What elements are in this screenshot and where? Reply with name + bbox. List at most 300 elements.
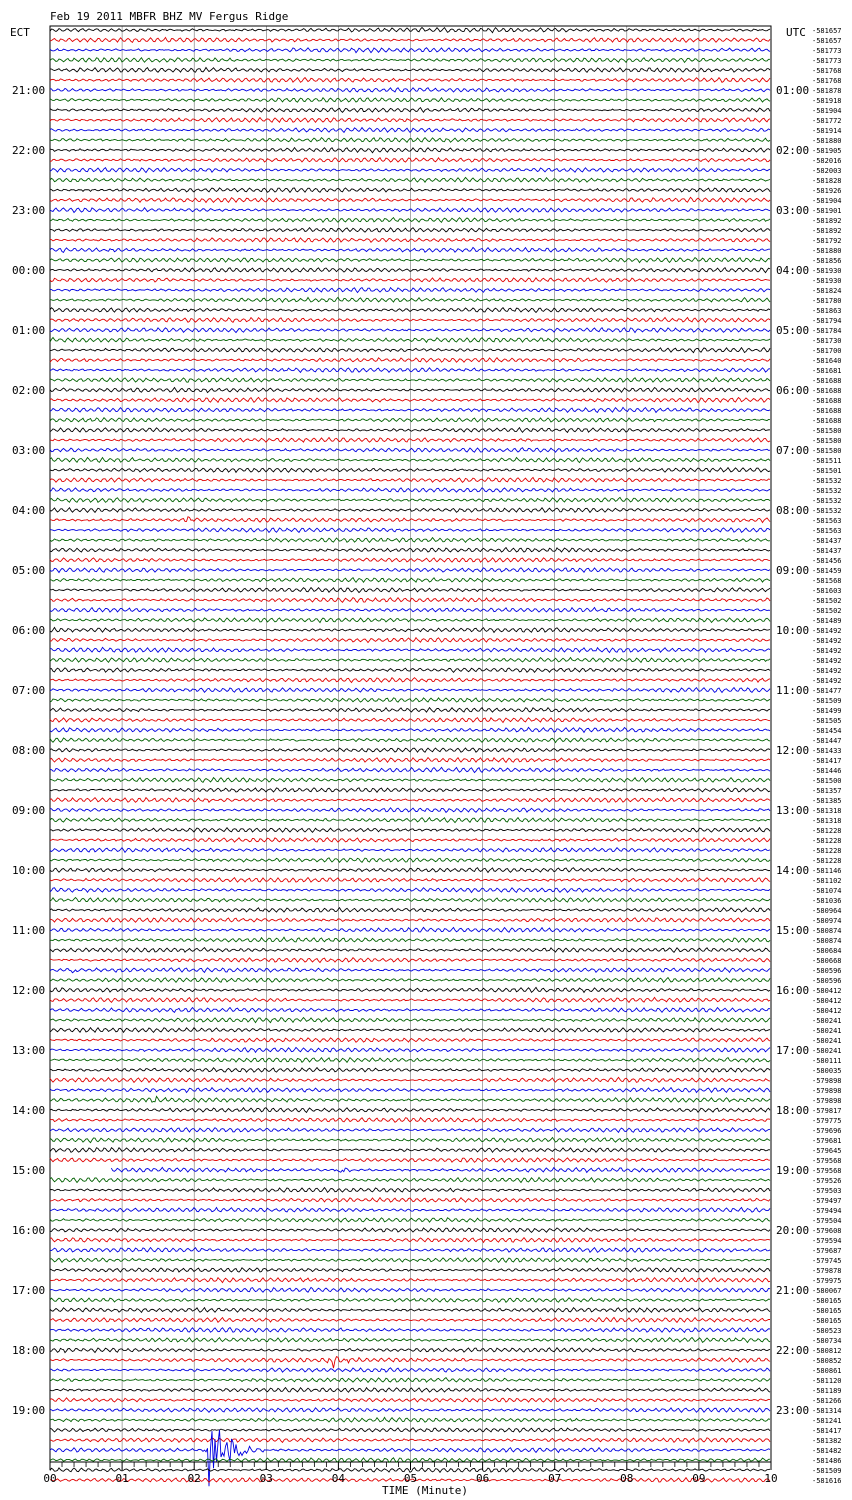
trace-row-68 xyxy=(50,708,770,712)
trace-value-label: -581828 xyxy=(812,177,842,185)
trace-row-81 xyxy=(50,838,770,843)
trace-value-label: -581901 xyxy=(812,207,842,215)
trace-value-label: -581102 xyxy=(812,877,842,885)
trace-value-label: -581120 xyxy=(812,1377,842,1385)
trace-value-label: -581437 xyxy=(812,547,842,555)
trace-row-96 xyxy=(50,987,770,992)
trace-row-87 xyxy=(50,898,770,903)
chart-title: Feb 19 2011 MBFR BHZ MV Fergus Ridge xyxy=(50,10,289,23)
trace-value-label: -581700 xyxy=(812,347,842,355)
trace-row-107 xyxy=(50,1096,770,1102)
trace-value-label: -579898 xyxy=(812,1097,842,1105)
trace-row-25 xyxy=(50,278,770,282)
right-hour-label: 04:00 xyxy=(776,264,810,277)
trace-value-label: -579645 xyxy=(812,1147,842,1155)
trace-row-64 xyxy=(50,668,770,672)
left-hour-label: 02:00 xyxy=(12,384,46,397)
trace-value-label: -581532 xyxy=(812,507,842,515)
trace-row-51 xyxy=(50,538,770,543)
trace-row-92 xyxy=(50,948,770,953)
trace-value-label: -581580 xyxy=(812,427,842,435)
right-timezone-label: UTC xyxy=(786,26,806,39)
trace-row-124 xyxy=(50,1268,770,1272)
trace-row-109 xyxy=(50,1118,770,1123)
trace-row-122 xyxy=(50,1248,770,1253)
trace-row-80 xyxy=(50,828,770,833)
right-hour-label: 05:00 xyxy=(776,324,810,337)
trace-row-108 xyxy=(50,1108,770,1113)
trace-row-84 xyxy=(50,868,770,873)
trace-value-label: -581930 xyxy=(812,267,842,275)
trace-value-label: -580412 xyxy=(812,1007,842,1015)
trace-row-52 xyxy=(50,548,770,553)
trace-value-label: -579608 xyxy=(812,1227,842,1235)
trace-row-98 xyxy=(50,1008,770,1013)
trace-value-label: -579594 xyxy=(812,1237,842,1245)
trace-row-5 xyxy=(50,78,770,83)
trace-row-112 xyxy=(50,1148,770,1153)
vertical-gridlines xyxy=(122,26,699,1462)
trace-value-label: -581603 xyxy=(812,587,842,595)
trace-value-label: -581417 xyxy=(812,1427,842,1435)
left-hour-label: 12:00 xyxy=(12,984,46,997)
trace-row-133 xyxy=(50,1357,770,1368)
trace-value-label: -581616 xyxy=(812,1477,842,1485)
left-hour-label: 19:00 xyxy=(12,1404,46,1417)
trace-value-label: -581892 xyxy=(812,227,842,235)
trace-value-label: -580874 xyxy=(812,927,842,935)
trace-value-label: -581074 xyxy=(812,887,842,895)
trace-value-label: -581509 xyxy=(812,697,842,705)
trace-row-19 xyxy=(50,218,770,223)
trace-row-61 xyxy=(50,638,770,643)
trace-row-74 xyxy=(50,767,770,772)
left-hour-label: 06:00 xyxy=(12,624,46,637)
trace-row-23 xyxy=(50,258,770,263)
trace-row-123 xyxy=(50,1258,770,1263)
trace-row-82 xyxy=(50,848,770,853)
trace-value-label: -580241 xyxy=(812,1037,842,1045)
trace-value-label: -581241 xyxy=(812,1417,842,1425)
trace-value-label: -580067 xyxy=(812,1287,842,1295)
trace-row-116 xyxy=(50,1188,770,1193)
trace-row-17 xyxy=(50,197,770,202)
trace-value-label: -580734 xyxy=(812,1337,842,1345)
trace-row-1 xyxy=(50,37,770,42)
trace-value-label: -581784 xyxy=(812,327,842,335)
trace-row-47 xyxy=(50,497,770,502)
trace-row-7 xyxy=(50,98,770,102)
trace-row-127 xyxy=(50,1298,770,1302)
trace-row-73 xyxy=(50,758,770,763)
trace-value-label: -580412 xyxy=(812,997,842,1005)
left-hour-label: 16:00 xyxy=(12,1224,46,1237)
trace-row-0 xyxy=(50,27,770,32)
trace-row-33 xyxy=(50,358,770,362)
left-hour-label: 22:00 xyxy=(12,144,46,157)
trace-value-label: -580165 xyxy=(812,1297,842,1305)
trace-value-label: -581433 xyxy=(812,747,842,755)
x-tick-label: 05 xyxy=(403,1472,418,1485)
trace-value-label: -579681 xyxy=(812,1137,842,1145)
trace-value-label: -581532 xyxy=(812,477,842,485)
right-hour-label: 13:00 xyxy=(776,804,810,817)
trace-row-24 xyxy=(50,268,770,273)
trace-value-label: -581878 xyxy=(812,87,842,95)
trace-value-label: -579745 xyxy=(812,1257,842,1265)
trace-value-label: -580668 xyxy=(812,957,842,965)
trace-value-label: -580241 xyxy=(812,1027,842,1035)
trace-row-66 xyxy=(50,688,770,693)
trace-row-91 xyxy=(50,937,770,942)
trace-value-label: -581499 xyxy=(812,707,842,715)
trace-value-label: -579526 xyxy=(812,1177,842,1185)
trace-value-label: -581266 xyxy=(812,1397,842,1405)
trace-value-label: -580861 xyxy=(812,1367,842,1375)
trace-value-label: -581502 xyxy=(812,607,842,615)
trace-row-69 xyxy=(50,718,770,723)
trace-row-2 xyxy=(50,48,770,53)
trace-value-label: -581489 xyxy=(812,617,842,625)
trace-value-label: -581772 xyxy=(812,117,842,125)
trace-value-label: -581792 xyxy=(812,237,842,245)
trace-value-label: -581773 xyxy=(812,47,842,55)
trace-row-104 xyxy=(50,1068,770,1073)
trace-value-label: -580165 xyxy=(812,1317,842,1325)
trace-value-label: -581492 xyxy=(812,627,842,635)
left-hour-label: 00:00 xyxy=(12,264,46,277)
left-hour-label: 11:00 xyxy=(12,924,46,937)
trace-row-141 xyxy=(50,1438,770,1443)
right-hour-label: 19:00 xyxy=(776,1164,810,1177)
right-hour-label: 16:00 xyxy=(776,984,810,997)
left-hour-label: 17:00 xyxy=(12,1284,46,1297)
trace-value-label: -581824 xyxy=(812,287,842,295)
trace-value-label: -581385 xyxy=(812,797,842,805)
trace-row-62 xyxy=(50,647,770,652)
trace-value-label: -579817 xyxy=(812,1107,842,1115)
trace-row-118 xyxy=(50,1208,770,1213)
trace-value-label: -581780 xyxy=(812,297,842,305)
trace-row-129 xyxy=(50,1317,770,1322)
trace-row-3 xyxy=(50,58,770,63)
trace-row-45 xyxy=(50,477,770,482)
trace-value-label: -579503 xyxy=(812,1187,842,1195)
trace-value-label: -581314 xyxy=(812,1407,842,1415)
trace-row-136 xyxy=(50,1388,770,1393)
trace-value-label: -582003 xyxy=(812,167,842,175)
trace-row-75 xyxy=(50,778,770,783)
trace-value-label: -581773 xyxy=(812,57,842,65)
trace-row-38 xyxy=(50,407,770,412)
right-hour-label: 20:00 xyxy=(776,1224,810,1237)
trace-row-50 xyxy=(50,528,770,533)
right-hour-label: 03:00 xyxy=(776,204,810,217)
trace-value-label: -581730 xyxy=(812,337,842,345)
left-hour-label: 15:00 xyxy=(12,1164,46,1177)
trace-row-94 xyxy=(50,968,770,973)
trace-value-label: -581657 xyxy=(812,27,842,35)
trace-row-11 xyxy=(50,138,770,143)
trace-row-54 xyxy=(50,568,770,573)
trace-row-102 xyxy=(50,1047,770,1052)
trace-row-134 xyxy=(50,1368,770,1372)
right-hour-label: 22:00 xyxy=(776,1344,810,1357)
trace-value-label: -581640 xyxy=(812,357,842,365)
trace-value-label: -581146 xyxy=(812,867,842,875)
trace-row-71 xyxy=(50,738,770,743)
x-axis-label: TIME (Minute) xyxy=(381,1484,469,1497)
trace-value-label: -581437 xyxy=(812,537,842,545)
right-hour-label: 21:00 xyxy=(776,1284,810,1297)
seismic-traces xyxy=(50,27,770,1486)
trace-value-label: -581036 xyxy=(812,897,842,905)
trace-value-label: -581856 xyxy=(812,257,842,265)
trace-value-label: -580852 xyxy=(812,1357,842,1365)
trace-row-72 xyxy=(50,748,770,752)
trace-row-83 xyxy=(50,858,770,862)
right-hour-label: 15:00 xyxy=(776,924,810,937)
trace-row-70 xyxy=(50,727,770,732)
trace-row-76 xyxy=(50,788,770,792)
trace-value-label: -581486 xyxy=(812,1457,842,1465)
trace-value-label: -581477 xyxy=(812,687,842,695)
trace-row-4 xyxy=(50,68,770,73)
trace-row-85 xyxy=(50,878,770,883)
right-hour-label: 08:00 xyxy=(776,504,810,517)
trace-row-55 xyxy=(50,578,770,583)
trace-row-119 xyxy=(50,1218,770,1222)
trace-row-140 xyxy=(50,1428,770,1432)
trace-value-label: -581794 xyxy=(812,317,842,325)
trace-row-30 xyxy=(50,328,770,333)
trace-value-label: -580412 xyxy=(812,987,842,995)
trace-row-130 xyxy=(50,1328,770,1333)
x-axis xyxy=(43,1462,777,1485)
trace-row-97 xyxy=(50,997,770,1002)
trace-row-137 xyxy=(50,1398,770,1402)
trace-row-57 xyxy=(50,598,770,603)
trace-value-label: -581502 xyxy=(812,597,842,605)
trace-row-86 xyxy=(50,888,770,893)
trace-value-label: -581492 xyxy=(812,677,842,685)
left-hour-label: 07:00 xyxy=(12,684,46,697)
trace-value-label: -580874 xyxy=(812,937,842,945)
trace-value-label: -581459 xyxy=(812,567,842,575)
trace-value-label: -582016 xyxy=(812,157,842,165)
trace-value-label: -581482 xyxy=(812,1447,842,1455)
x-tick-label: 03 xyxy=(259,1472,273,1485)
trace-row-79 xyxy=(50,818,770,823)
x-tick-label: 09 xyxy=(692,1472,706,1485)
x-tick-label: 08 xyxy=(620,1472,634,1485)
x-tick-label: 10 xyxy=(764,1472,778,1485)
trace-row-59 xyxy=(50,618,770,623)
trace-value-labels xyxy=(812,27,842,1485)
trace-row-138 xyxy=(50,1408,770,1412)
left-hour-label: 01:00 xyxy=(12,324,46,337)
trace-row-135 xyxy=(50,1378,770,1383)
trace-row-48 xyxy=(50,508,770,513)
trace-value-label: -581580 xyxy=(812,447,842,455)
right-hour-label: 10:00 xyxy=(776,624,810,637)
trace-row-89 xyxy=(50,918,770,922)
x-tick-label: 04 xyxy=(331,1472,346,1485)
trace-row-14 xyxy=(50,168,770,173)
trace-value-label: -581505 xyxy=(812,717,842,725)
trace-row-106 xyxy=(50,1088,770,1093)
trace-value-label: -581447 xyxy=(812,737,842,745)
trace-row-29 xyxy=(50,318,770,323)
trace-value-label: -580964 xyxy=(812,907,842,915)
trace-value-label: -580241 xyxy=(812,1047,842,1055)
trace-value-label: -581357 xyxy=(812,787,842,795)
trace-value-label: -581492 xyxy=(812,637,842,645)
left-hour-label: 10:00 xyxy=(12,864,46,877)
x-tick-label: 00 xyxy=(43,1472,57,1485)
trace-row-53 xyxy=(50,558,770,562)
trace-row-114 xyxy=(111,1167,770,1172)
trace-value-label: -581492 xyxy=(812,667,842,675)
trace-value-label: -581228 xyxy=(812,857,842,865)
right-hour-label: 01:00 xyxy=(776,84,810,97)
trace-value-label: -579497 xyxy=(812,1197,842,1205)
trace-row-120 xyxy=(50,1228,770,1232)
trace-value-label: -579568 xyxy=(812,1167,842,1175)
left-hour-label: 13:00 xyxy=(12,1044,46,1057)
trace-row-46 xyxy=(50,488,770,492)
trace-row-77 xyxy=(50,798,770,803)
right-hour-label: 12:00 xyxy=(776,744,810,757)
trace-row-105 xyxy=(50,1077,770,1082)
right-hour-label: 14:00 xyxy=(776,864,810,877)
trace-row-37 xyxy=(50,397,770,402)
trace-row-22 xyxy=(50,247,770,252)
trace-value-label: -581500 xyxy=(812,777,842,785)
trace-value-label: -581926 xyxy=(812,187,842,195)
right-hour-labels xyxy=(776,84,809,1417)
trace-value-label: -581688 xyxy=(812,407,842,415)
trace-row-128 xyxy=(50,1308,770,1313)
trace-row-32 xyxy=(50,348,770,353)
right-hour-label: 06:00 xyxy=(776,384,810,397)
trace-value-label: -581768 xyxy=(812,67,842,75)
trace-row-88 xyxy=(50,908,770,912)
trace-row-18 xyxy=(50,208,770,213)
trace-row-101 xyxy=(50,1038,770,1042)
trace-value-label: -581580 xyxy=(812,437,842,445)
trace-row-103 xyxy=(50,1058,770,1063)
trace-row-6 xyxy=(50,88,770,92)
trace-row-44 xyxy=(50,468,770,473)
trace-row-111 xyxy=(50,1138,770,1143)
trace-row-16 xyxy=(50,188,770,192)
trace-row-115 xyxy=(50,1177,770,1182)
trace-value-label: -581904 xyxy=(812,107,842,115)
trace-value-label: -581657 xyxy=(812,37,842,45)
trace-value-label: -579878 xyxy=(812,1267,842,1275)
trace-row-31 xyxy=(50,338,770,343)
trace-value-label: -579898 xyxy=(812,1087,842,1095)
left-hour-label: 04:00 xyxy=(12,504,46,517)
right-hour-label: 23:00 xyxy=(776,1404,810,1417)
trace-row-63 xyxy=(50,658,770,663)
trace-value-label: -580974 xyxy=(812,917,842,925)
trace-value-label: -581228 xyxy=(812,827,842,835)
trace-row-43 xyxy=(50,458,770,463)
left-hour-label: 05:00 xyxy=(12,564,46,577)
trace-value-label: -581382 xyxy=(812,1437,842,1445)
trace-value-label: -580596 xyxy=(812,967,842,975)
trace-row-60 xyxy=(50,628,770,633)
trace-value-label: -581880 xyxy=(812,247,842,255)
trace-value-label: -581863 xyxy=(812,307,842,315)
trace-value-label: -581914 xyxy=(812,127,842,135)
right-hour-label: 02:00 xyxy=(776,144,810,157)
right-hour-label: 09:00 xyxy=(776,564,810,577)
trace-row-9 xyxy=(50,118,770,123)
trace-value-label: -579568 xyxy=(812,1157,842,1165)
trace-value-label: -581417 xyxy=(812,757,842,765)
left-hour-label: 03:00 xyxy=(12,444,46,457)
trace-row-49 xyxy=(50,517,770,523)
trace-value-label: -581228 xyxy=(812,837,842,845)
trace-row-95 xyxy=(50,978,770,983)
right-hour-label: 07:00 xyxy=(776,444,810,457)
trace-value-label: -580241 xyxy=(812,1017,842,1025)
trace-row-39 xyxy=(50,418,770,422)
trace-row-35 xyxy=(50,378,770,383)
trace-value-label: -581563 xyxy=(812,517,842,525)
trace-row-110 xyxy=(50,1128,770,1133)
trace-row-27 xyxy=(50,297,770,302)
right-hour-label: 17:00 xyxy=(776,1044,810,1057)
right-hour-label: 18:00 xyxy=(776,1104,810,1117)
trace-row-56 xyxy=(50,588,770,593)
trace-row-40 xyxy=(50,428,770,433)
trace-value-label: -580812 xyxy=(812,1347,842,1355)
left-hour-label: 18:00 xyxy=(12,1344,46,1357)
trace-value-label: -579975 xyxy=(812,1277,842,1285)
trace-value-label: -581681 xyxy=(812,367,842,375)
trace-value-label: -580684 xyxy=(812,947,842,955)
trace-row-131 xyxy=(50,1338,770,1343)
left-hour-label: 09:00 xyxy=(12,804,46,817)
x-tick-label: 07 xyxy=(548,1472,562,1485)
trace-row-28 xyxy=(50,308,770,313)
trace-value-label: -580111 xyxy=(812,1057,842,1065)
trace-value-label: -581930 xyxy=(812,277,842,285)
trace-row-99 xyxy=(50,1018,770,1023)
trace-value-label: -581501 xyxy=(812,467,842,475)
trace-row-13 xyxy=(50,158,770,162)
trace-value-label: -581318 xyxy=(812,817,842,825)
trace-value-label: -581492 xyxy=(812,647,842,655)
left-hour-label: 14:00 xyxy=(12,1104,46,1117)
trace-value-label: -581511 xyxy=(812,457,842,465)
trace-value-label: -581918 xyxy=(812,97,842,105)
trace-value-label: -581688 xyxy=(812,387,842,395)
trace-value-label: -580523 xyxy=(812,1327,842,1335)
trace-value-label: -581318 xyxy=(812,807,842,815)
trace-row-132 xyxy=(50,1348,770,1353)
trace-row-42 xyxy=(50,448,770,452)
trace-value-label: -579696 xyxy=(812,1127,842,1135)
trace-row-26 xyxy=(50,288,770,293)
left-hour-label: 08:00 xyxy=(12,744,46,757)
trace-row-100 xyxy=(50,1028,770,1033)
trace-value-label: -581892 xyxy=(812,217,842,225)
